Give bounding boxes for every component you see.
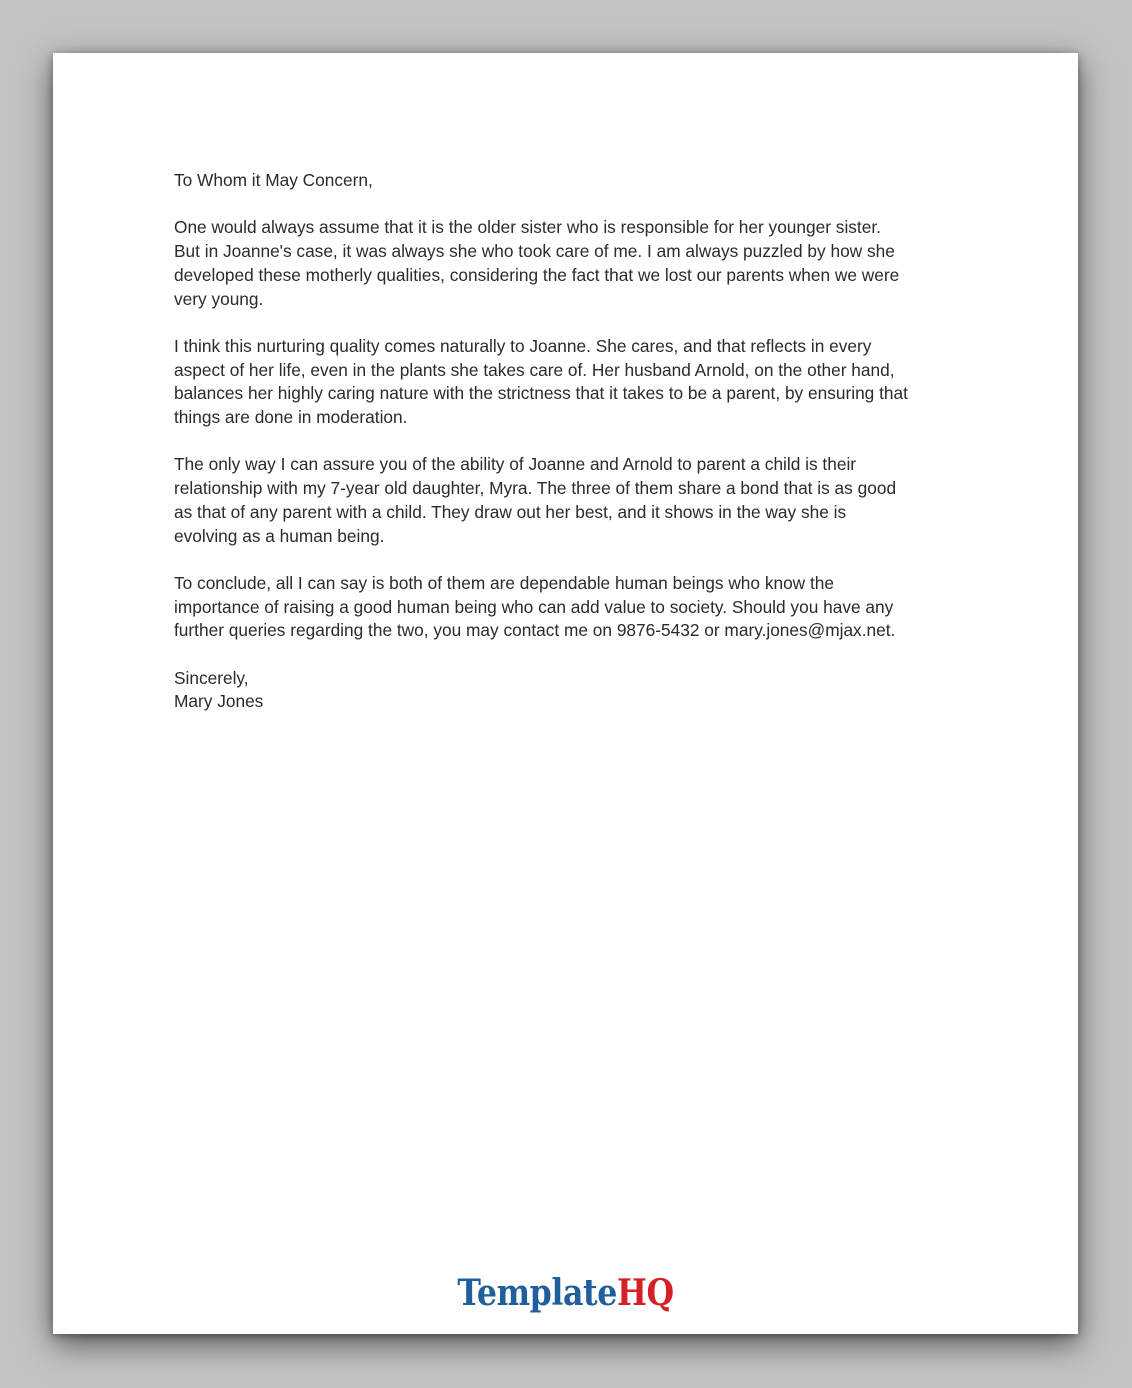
paragraph-line: aspect of her life, even in the plants she takes care of. Her husband Arnold, on the other hand, [174,359,895,380]
paragraph-4 [174,572,974,643]
paragraph-1 [174,216,974,311]
letter-body [174,169,974,714]
paragraph-line: One would always assume that it is the older sister who is responsible for her younger sister. [174,217,881,238]
logo-text-template: Template [457,1272,617,1314]
templatehq-logo [115,1271,1017,1315]
paragraph-line: But in Joanne's case, it was always she who took care of me. I am always puzzled by how she [174,241,895,262]
paragraph-line: further queries regarding the two, you may contact me on 9876-5432 or mary.jones@mjax.net. [174,620,896,641]
paragraph-line: evolving as a human being. [174,525,385,546]
paragraph-line: To conclude, all I can say is both of them are dependable human beings who know the [174,572,834,593]
paragraph-line: very young. [174,288,264,309]
salutation [174,169,974,193]
letter-page [53,53,1078,1334]
logo-text-hq: HQ [616,1272,674,1314]
closing-block [174,667,974,714]
paragraph-line: The only way I can assure you of the ability of Joanne and Arnold to parent a child is their [174,454,857,475]
paragraph-line: as that of any parent with a child. They draw out her best, and it shows in the way she is [174,501,847,522]
paragraph-line: relationship with my 7-year old daughter, Myra. The three of them share a bond that is as good [174,478,897,499]
paragraph-line: balances her highly caring nature with the strictness that it takes to be a parent, by ensuring that [174,383,908,404]
closing-text: Sincerely, [174,667,249,688]
paragraph-3 [174,453,974,548]
paragraph-2 [174,335,974,430]
paragraph-line: importance of raising a good human being who can add value to society. Should you have any [174,596,894,617]
paragraph-line: developed these motherly qualities, considering the fact that we lost our parents when we were [174,264,900,285]
paragraph-line: things are done in moderation. [174,407,408,427]
salutation-text: To Whom it May Concern, [174,170,373,190]
signature-name: Mary Jones [174,691,264,712]
paragraph-line: I think this nurturing quality comes naturally to Joanne. She cares, and that reflects in every [174,335,872,356]
